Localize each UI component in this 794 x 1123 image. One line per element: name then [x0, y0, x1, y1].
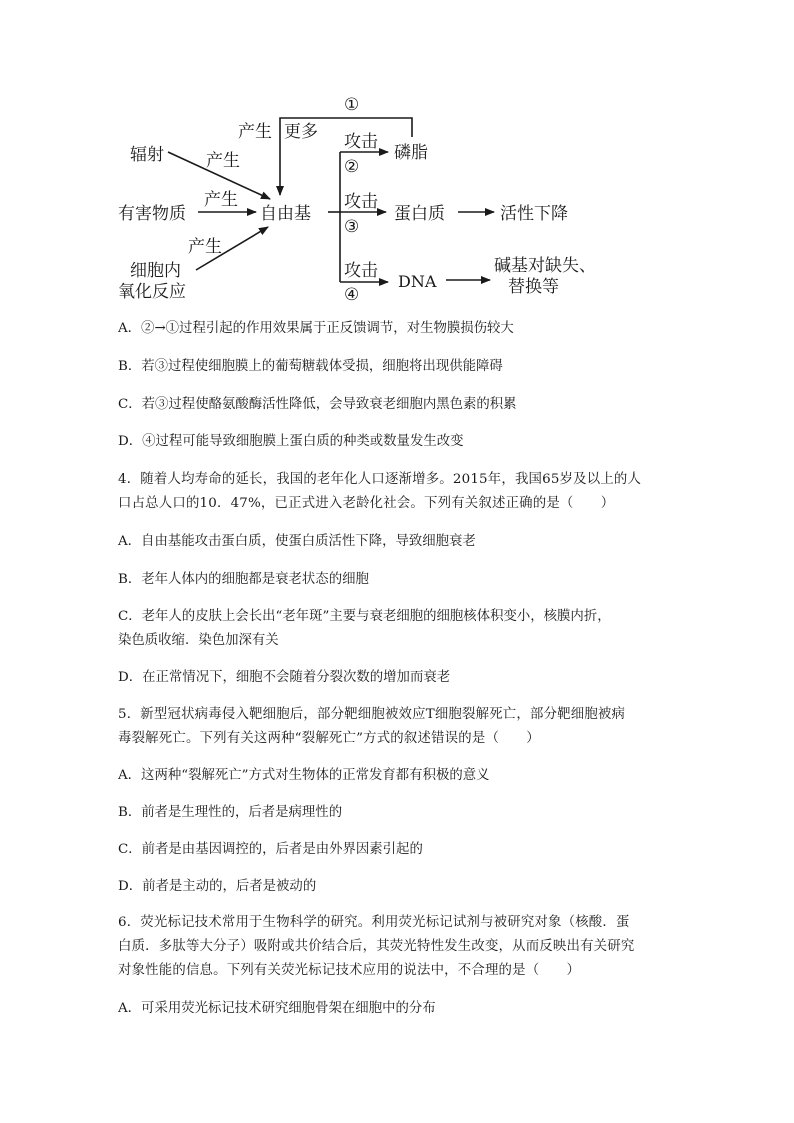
q3-option-c: C．若③过程使酪氨酸酶活性降低，会导致衰老细胞内黑色素的积累: [118, 397, 517, 412]
label-cell-reaction-1: 细胞内: [130, 261, 181, 281]
free-radical-diagram: [0, 0, 794, 320]
label-base-pair-1: 碱基对缺失、: [494, 256, 596, 276]
label-attack-2: 攻击: [344, 192, 378, 212]
label-dna: DNA: [398, 272, 437, 291]
q6-stem-line3: 对象性能的信息。下列有关荧光标记技术应用的说法中，不合理的是（ ）: [118, 963, 581, 978]
label-produce-harmful: 产生: [204, 190, 238, 210]
q5-option-a: A．这两种“裂解死亡”方式对生物体的正常发育都有积极的意义: [118, 768, 490, 783]
label-base-pair-2: 替换等: [508, 277, 559, 297]
q5-option-b: B．前者是生理性的，后者是病理性的: [118, 805, 343, 820]
label-protein: 蛋白质: [394, 204, 445, 224]
q5-option-c: C．前者是由基因调控的，后者是由外界因素引起的: [118, 842, 423, 857]
label-produce-radiation: 产生: [206, 151, 240, 171]
label-produce-more-1: 产生: [238, 122, 272, 142]
q6-stem-line1: 6．荧光标记技术常用于生物科学的研究。利用荧光标记试剂与被研究对象（核酸．蛋: [118, 915, 630, 930]
label-phospholipid: 磷脂: [394, 143, 428, 163]
q4-option-a: A．自由基能攻击蛋白质，使蛋白质活性下降，导致细胞衰老: [118, 534, 476, 549]
label-attack-3: 攻击: [344, 261, 378, 281]
q4-stem-line1: 4．随着人均寿命的延长，我国的老年化人口逐渐增多。2015年，我国65岁及以上的人: [118, 472, 642, 487]
label-num-1: ①: [344, 95, 360, 115]
q6-option-a: A．可采用荧光标记技术研究细胞骨架在细胞中的分布: [118, 1001, 436, 1016]
label-cell-reaction-2: 氧化反应: [118, 282, 186, 302]
label-produce-more-2: 更多: [284, 122, 318, 142]
q3-option-b: B．若③过程使细胞膜上的葡萄糖载体受损，细胞将出现供能障碍: [118, 359, 503, 374]
label-num-3: ③: [344, 217, 360, 237]
label-num-2: ②: [344, 157, 360, 177]
label-produce-cell: 产生: [188, 237, 222, 257]
q4-option-d: D．在正常情况下，细胞不会随着分裂次数的增加而衰老: [118, 670, 451, 685]
q4-stem-line2: 口占总人口的10．47%，已正式进入老龄化社会。下列有关叙述正确的是（ ）: [118, 496, 615, 511]
q5-option-d: D．前者是主动的，后者是被动的: [118, 879, 317, 894]
q4-option-c-line2: 染色质收缩．染色加深有关: [118, 633, 279, 648]
label-attack-1: 攻击: [344, 132, 378, 152]
label-harmful-substance: 有害物质: [118, 204, 186, 224]
label-activity-down: 活性下降: [500, 204, 568, 224]
q4-option-c-line1: C．老年人的皮肤上会长出“老年斑”主要与衰老细胞的细胞核体积变小，核膜内折，: [118, 609, 611, 624]
q5-stem-line2: 毒裂解死亡。下列有关这两种“裂解死亡”方式的叙述错误的是（ ）: [118, 731, 540, 746]
label-num-4: ④: [344, 285, 360, 305]
q3-option-a: A．②→①过程引起的作用效果属于正反馈调节，对生物膜损伤较大: [118, 321, 514, 336]
label-free-radical: 自由基: [260, 204, 311, 224]
q6-stem-line2: 白质．多肽等大分子）吸附或共价结合后，其荧光特性发生改变，从而反映出有关研究: [118, 939, 635, 954]
label-radiation: 辐射: [130, 145, 164, 165]
q3-option-d: D．④过程可能导致细胞膜上蛋白质的种类或数量发生改变: [118, 434, 464, 449]
q5-stem-line1: 5．新型冠状病毒侵入靶细胞后，部分靶细胞被效应T细胞裂解死亡，部分靶细胞被病: [118, 707, 626, 722]
q4-option-b: B．老年人体内的细胞都是衰老状态的细胞: [118, 572, 369, 587]
